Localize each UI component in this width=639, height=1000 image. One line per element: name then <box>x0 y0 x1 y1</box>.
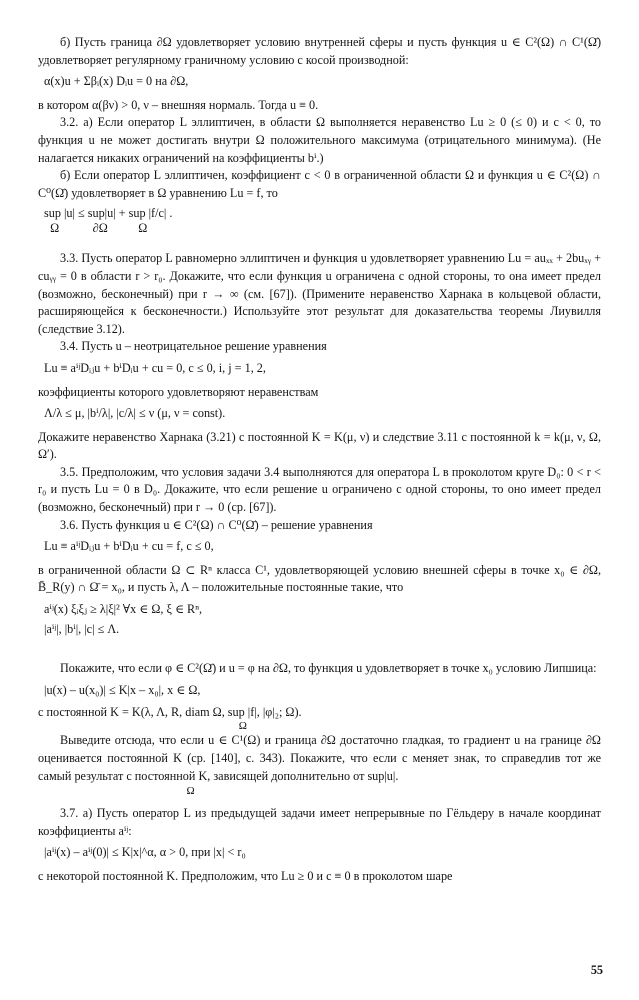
spacer <box>38 797 601 805</box>
paragraph: б) Если оператор L эллиптичен, коэффициент c < 0 в ограниченной области Ω и функция u ∈ C²(Ω) ∩ C⁰(Ω̄) удовлетворяет в Ω уравнению Lu = f, то <box>38 168 601 200</box>
formula: |aⁱʲ|, |bⁱ|, |c| ≤ Λ. <box>44 621 120 636</box>
formula-subscripts: Ω <box>38 785 195 798</box>
formula: α(x)u + Σβᵢ(x) Dᵢu = 0 на ∂Ω, <box>44 74 189 89</box>
formula: aⁱʲ(x) ξᵢξⱼ ≥ λ|ξ|² ∀x ∈ Ω, ξ ∈ Rⁿ, <box>44 602 203 617</box>
paragraph: б) Пусть граница ∂Ω удовлетворяет условию внутренней сферы и пусть функция u ∈ C²(Ω) ∩ C¹(Ω̄) удовлетворяет регулярному граничному условию с косой производной: <box>38 35 601 67</box>
paragraph: 3.3. Пусть оператор L равномерно эллиптичен и функция u удовлетворяет уравнению Lu = auₓₓ + 2buₓᵧ + cuᵧᵧ = 0 в области r > r₀. Докажите, что если функция u ограничена с одной стороны, то она имеет предел (возможно, бесконечный) при r → ∞ (см. [67]). (Примените неравенство Харнака в кольцевой области, расширяющейся к бесконечности.) Используйте этот результат для доказательства теоремы Лиувилля (следствие 3.12). <box>38 251 601 336</box>
paragraph: 3.6. Пусть функция u ∈ C²(Ω) ∩ C⁰(Ω̄) – решение уравнения <box>60 517 373 532</box>
formula: Lu ≡ aⁱʲDᵢⱼu + bⁱDᵢu + cu = f, c ≤ 0, <box>44 539 214 554</box>
formula: |aⁱʲ(x) – aⁱʲ(0)| ≤ K|x|^α, α > 0, при |x| < r₀ <box>44 845 246 860</box>
page-number: 55 <box>590 963 603 978</box>
formula: Λ/λ ≤ μ, |bⁱ/λ|, |c/λ| ≤ ν (μ, ν = const). <box>44 406 226 421</box>
paragraph: с некоторой постоянной K. Предположим, что Lu ≥ 0 и c ≡ 0 в проколотом шаре <box>38 868 453 883</box>
paragraph: в ограниченной области Ω ⊂ Rⁿ класса C¹, удовлетворяющей условию внешней сферы в точке x₀ ∈ ∂Ω, B̄_R(y) ∩ Ω̄ = x₀, и пусть λ, Λ – положительные постоянные такие, что <box>38 562 601 595</box>
paragraph: Покажите, что если φ ∈ C²(Ω̄) и u = φ на ∂Ω, то функция u удовлетворяет в точке x₀ условию Липшица: <box>60 661 597 676</box>
paragraph: Докажите неравенство Харнака (3.21) с постоянной K = K(μ, ν) и следствие 3.11 с постоянной k = k(μ, ν, Ω, Ω′). <box>38 429 601 462</box>
paragraph: в котором α(βν) > 0, ν – внешняя нормаль. Тогда u ≡ 0. <box>38 97 319 112</box>
formula-subscripts: Ω <box>38 720 247 733</box>
paragraph: 3.5. Предположим, что условия задачи 3.4 выполняются для оператора L в проколотом круге D₀: 0 < r < r₀ и пусть Lu = 0 в D₀. Докажите, что если решение u ограничено с одной стороны, то оно имеет предел (возможно, бесконечный) при r → 0 (ср. [67]). <box>38 464 601 515</box>
paragraph: Выведите отсюда, что если u ∈ C¹(Ω) и граница ∂Ω достаточно гладкая, то градиент u на границе ∂Ω оценивается постоянной K (ср. [140], с. 343). Покажите, что если c меняет знак, то справедлив тот же самый результат с постоянной K, зависящей дополнительно от sup|u|. <box>38 733 601 783</box>
paragraph: 3.2. а) Если оператор L эллиптичен, в области Ω выполняется неравенство Lu ≥ 0 (≤ 0) и c < 0, то функция u не может достигать внутри Ω положительного максимума (отрицательного минимума). (Не налагается никаких ограничений на коэффициенты bⁱ.) <box>38 115 601 165</box>
spacer <box>38 644 601 660</box>
spacer <box>38 242 601 250</box>
formula: sup |u| ≤ sup|u| + sup |f/c| . <box>44 206 173 221</box>
formula-subscripts: Ω ∂Ω Ω <box>44 221 148 236</box>
paragraph: коэффициенты которого удовлетворяют неравенствам <box>38 384 319 399</box>
formula: |u(x) – u(x₀)| ≤ K|x – x₀|, x ∈ Ω, <box>44 682 201 697</box>
paragraph: с постоянной K = K(λ, Λ, R, diam Ω, sup |f|, |φ|₂; Ω). <box>38 705 302 720</box>
paragraph: 3.7. а) Пусть оператор L из предыдущей задачи имеет непрерывные по Гёльдеру в начале координат коэффициенты aⁱʲ: <box>38 806 601 838</box>
formula: Lu ≡ aⁱʲDᵢⱼu + bⁱDᵢu + cu = 0, c ≤ 0, i, j = 1, 2, <box>44 360 266 375</box>
paragraph: 3.4. Пусть u – неотрицательное решение уравнения <box>60 339 327 354</box>
